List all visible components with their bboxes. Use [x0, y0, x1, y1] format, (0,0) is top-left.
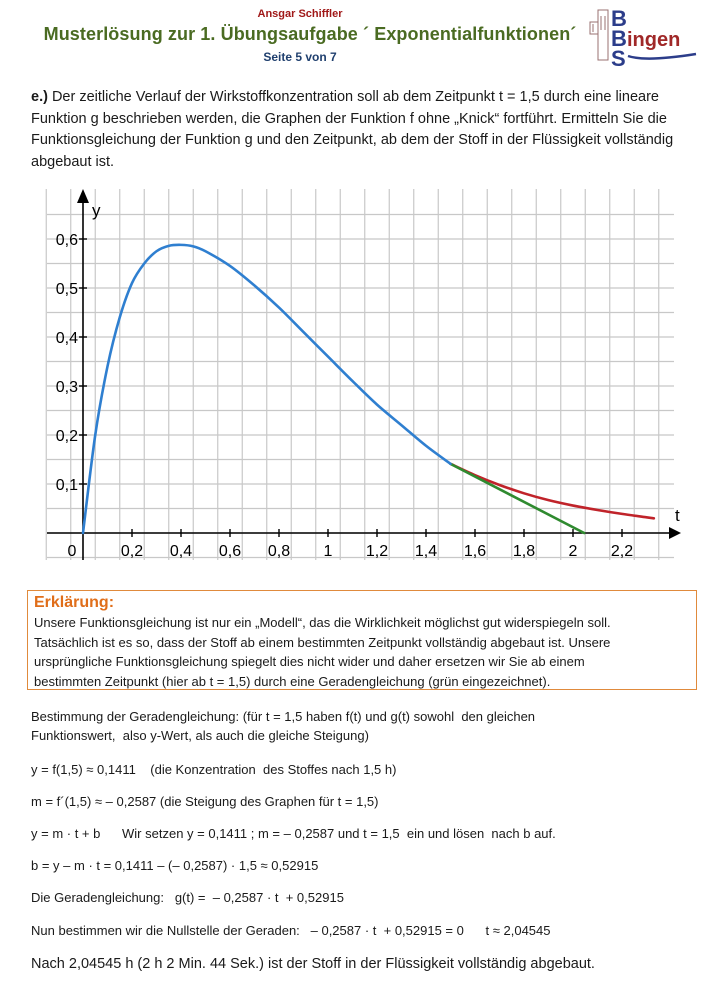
author: Ansgar Schiffler [257, 8, 343, 20]
task-text [31, 87, 691, 173]
x-tick-label: 1,4 [414, 543, 438, 560]
x-axis-arrow-icon [669, 527, 681, 539]
solution-line: Die Geradengleichung: g(t) = – 0,2587 · t + 0,52915 [31, 890, 344, 905]
y-axis-label: y [92, 201, 101, 220]
document-title: Musterlösung zur 1. Übungsaufgabe ´ Exponentialfunktionen´ [43, 24, 577, 44]
logo-swoosh [628, 54, 696, 59]
y-tick-label: 0,3 [55, 379, 78, 396]
page-indicator: Seite 5 von 7 [263, 50, 337, 64]
x-tick-label: 1 [323, 543, 333, 560]
y-tick-label: 0,1 [55, 477, 78, 494]
y-axis-arrow-icon [77, 189, 89, 203]
x-tick-label: 0,6 [218, 543, 242, 560]
solution-line: Bestimmung der Geradengleichung: (für t = 1,5 haben f(t) und g(t) sowohl den gleichen [31, 709, 536, 724]
solution-line: y = f(1,5) ≈ 0,1411 (die Konzentration des Stoffes nach 1,5 h) [31, 762, 397, 777]
x-tick-label: 1,2 [365, 543, 389, 560]
bbs-bingen-logo [586, 6, 706, 68]
series-f-continuation-line [451, 464, 654, 518]
explanation-title: Erklärung: [34, 594, 115, 611]
building-icon [590, 10, 608, 60]
solution-conclusion: Nach 2,04545 h (2 h 2 Min. 44 Sek.) ist der Stoff in der Flüssigkeit vollständig abgebaut. [31, 956, 595, 972]
y-tick-label: 0,5 [55, 281, 78, 298]
x-tick-label: 1,6 [463, 543, 487, 560]
x-axis-label: t [675, 506, 680, 525]
y-tick-label: 0,4 [55, 330, 78, 347]
solution-line: Nun bestimmen wir die Nullstelle der Geraden: – 0,2587 · t + 0,52915 = 0 t ≈ 2,04545 [31, 923, 551, 938]
explanation-box [27, 590, 697, 690]
x-tick-label: 0,2 [120, 543, 144, 560]
y-tick-label: 0,2 [55, 428, 78, 445]
task-body: Der zeitliche Verlauf der Wirkstoffkonzentration soll ab dem Zeitpunkt t = 1,5 durch eine lineare Funktion g beschrieben werden, die Graphen der Funktion f ohne „Knick“ fortführt. Ermitteln Sie die Funktionsgleichung der Funktion g und den Zeitpunkt, ab dem der Stoff in der Flüssigkeit vollständig abgebaut ist. [31, 89, 674, 170]
explanation-line: Tatsächlich ist es so, dass der Stoff ab einem bestimmten Zeitpunkt vollständig abgebaut ist. Unsere [34, 634, 611, 650]
explanation-line: ursprüngliche Funktionsgleichung spiegelt dies nicht wider und daher ersetzen wir Sie ab einem [34, 654, 585, 669]
explanation-line: Unsere Funktionsgleichung ist nur ein „Modell“, das die Wirklichkeit möglichst gut widerspiegeln soll. [34, 615, 611, 630]
x-tick-label: 1,8 [512, 543, 536, 560]
series-g-line [451, 464, 585, 533]
x-tick-label: 2,2 [610, 543, 634, 560]
function-chart [20, 180, 690, 575]
x-tick-label: 0,8 [267, 543, 291, 560]
solution-line: b = y – m · t = 0,1411 – (– 0,2587) · 1,5 ≈ 0,52915 [31, 858, 319, 873]
y-tick-label: 0,6 [55, 232, 78, 249]
logo-letter-b2: B [611, 26, 627, 51]
explanation-line: bestimmten Zeitpunkt (hier ab t = 1,5) durch eine Geradengleichung (grün eingezeichnet). [34, 673, 551, 689]
solution-line: y = m · t + b Wir setzen y = 0,1411 ; m = – 0,2587 und t = 1,5 ein und lösen nach b auf. [31, 826, 556, 841]
task-label: e.) [31, 89, 48, 105]
x-tick-label: 0,4 [169, 543, 193, 560]
solution-line: m = f´(1,5) ≈ – 0,2587 (die Steigung des Graphen für t = 1,5) [31, 794, 379, 809]
logo-word: ingen [627, 29, 681, 51]
logo-letter-b1: B [611, 6, 627, 31]
solution-line: Funktionswert, also y-Wert, als auch die gleiche Steigung) [31, 728, 369, 743]
x-tick-label: 2 [568, 543, 578, 560]
x-tick-label: 0 [67, 543, 77, 560]
logo-letter-s: S [611, 46, 626, 68]
